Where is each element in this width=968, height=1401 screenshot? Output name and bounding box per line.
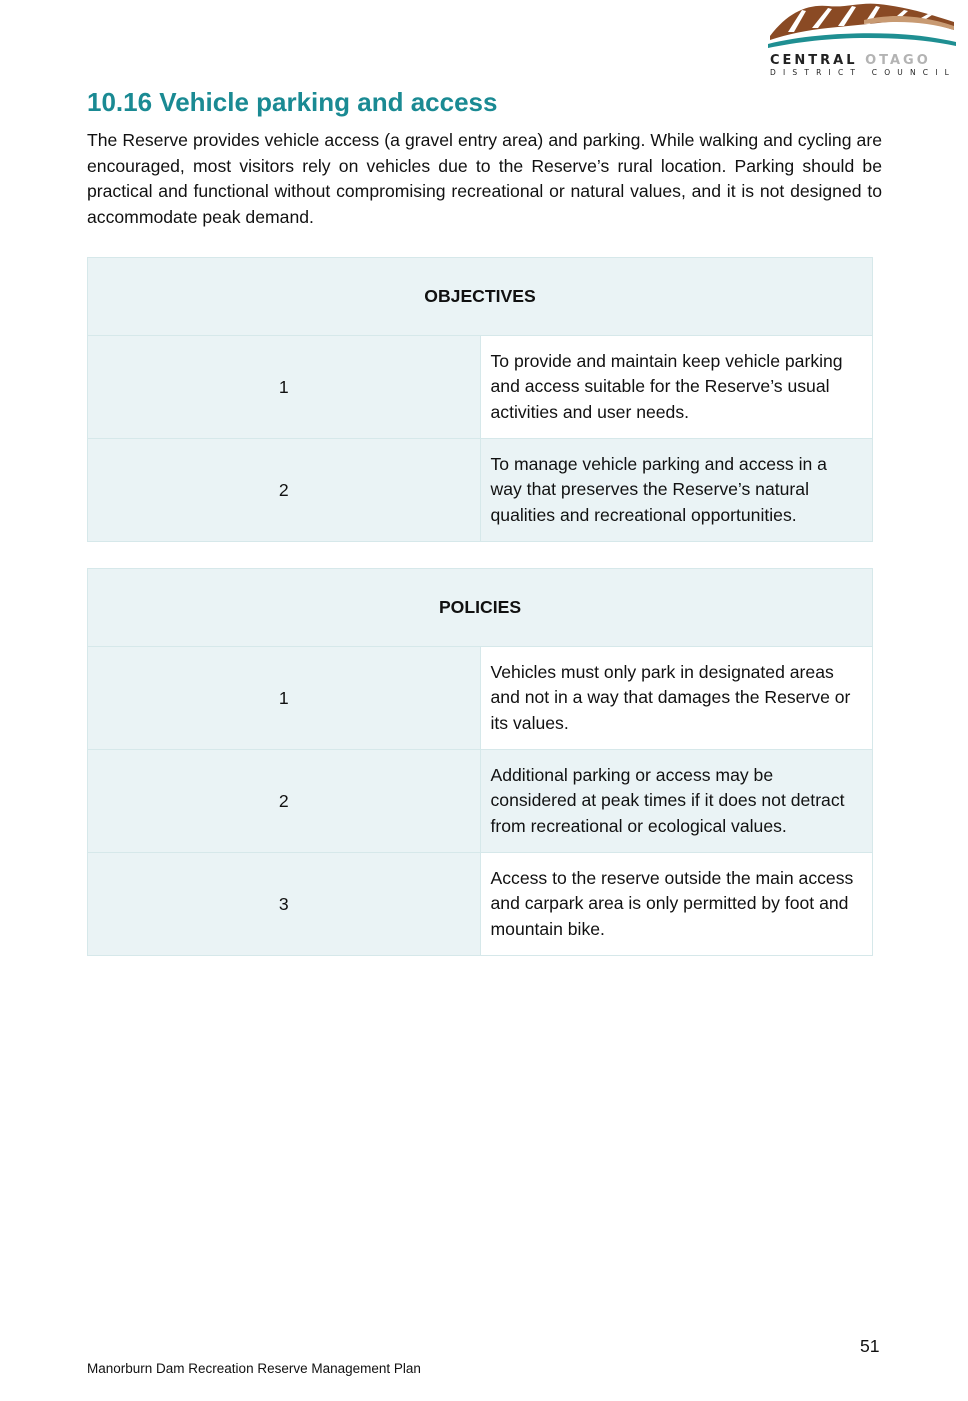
row-text: To manage vehicle parking and access in a way that preserves the Reserve’s natural qualities and recreational opportunities.	[480, 439, 873, 542]
footer-title: Manorburn Dam Recreation Reserve Management Plan	[87, 1361, 421, 1376]
policies-table	[87, 568, 873, 956]
row-text: Additional parking or access may be considered at peak times if it does not detract from recreational or ecological values.	[480, 750, 873, 853]
row-number: 3	[88, 853, 481, 956]
hills-logo-icon	[768, 0, 956, 52]
table-row	[88, 439, 873, 542]
intro-paragraph: The Reserve provides vehicle access (a gravel entry area) and parking. While walking and cycling are encouraged, most visitors rely on vehicles due to the Reserve’s rural location. Parking should be practical and functional without compromising recreational or natural values, and it is not designed to accommodate peak demand.	[87, 130, 882, 227]
logo-subtitle: DISTRICT COUNCIL	[770, 68, 957, 77]
table-row	[88, 750, 873, 853]
policies-title: POLICIES	[88, 569, 873, 647]
section-heading: 10.16 Vehicle parking and access	[87, 87, 498, 117]
council-logo	[768, 0, 956, 80]
table-row	[88, 336, 873, 439]
row-text: To provide and maintain keep vehicle parking and access suitable for the Reserve’s usual activities and user needs.	[480, 336, 873, 439]
objectives-table	[87, 257, 873, 542]
row-number: 2	[88, 750, 481, 853]
table-row	[88, 647, 873, 750]
row-text: Vehicles must only park in designated areas and not in a way that damages the Reserve or its values.	[480, 647, 873, 750]
row-number: 2	[88, 439, 481, 542]
objectives-title: OBJECTIVES	[88, 258, 873, 336]
logo-wordmark: CENTRAL OTAGO	[770, 53, 931, 68]
row-number: 1	[88, 647, 481, 750]
table-row	[88, 853, 873, 956]
row-number: 1	[88, 336, 481, 439]
page-number: 51	[860, 1336, 880, 1356]
row-text: Access to the reserve outside the main access and carpark area is only permitted by foot and mountain bike.	[480, 853, 873, 956]
